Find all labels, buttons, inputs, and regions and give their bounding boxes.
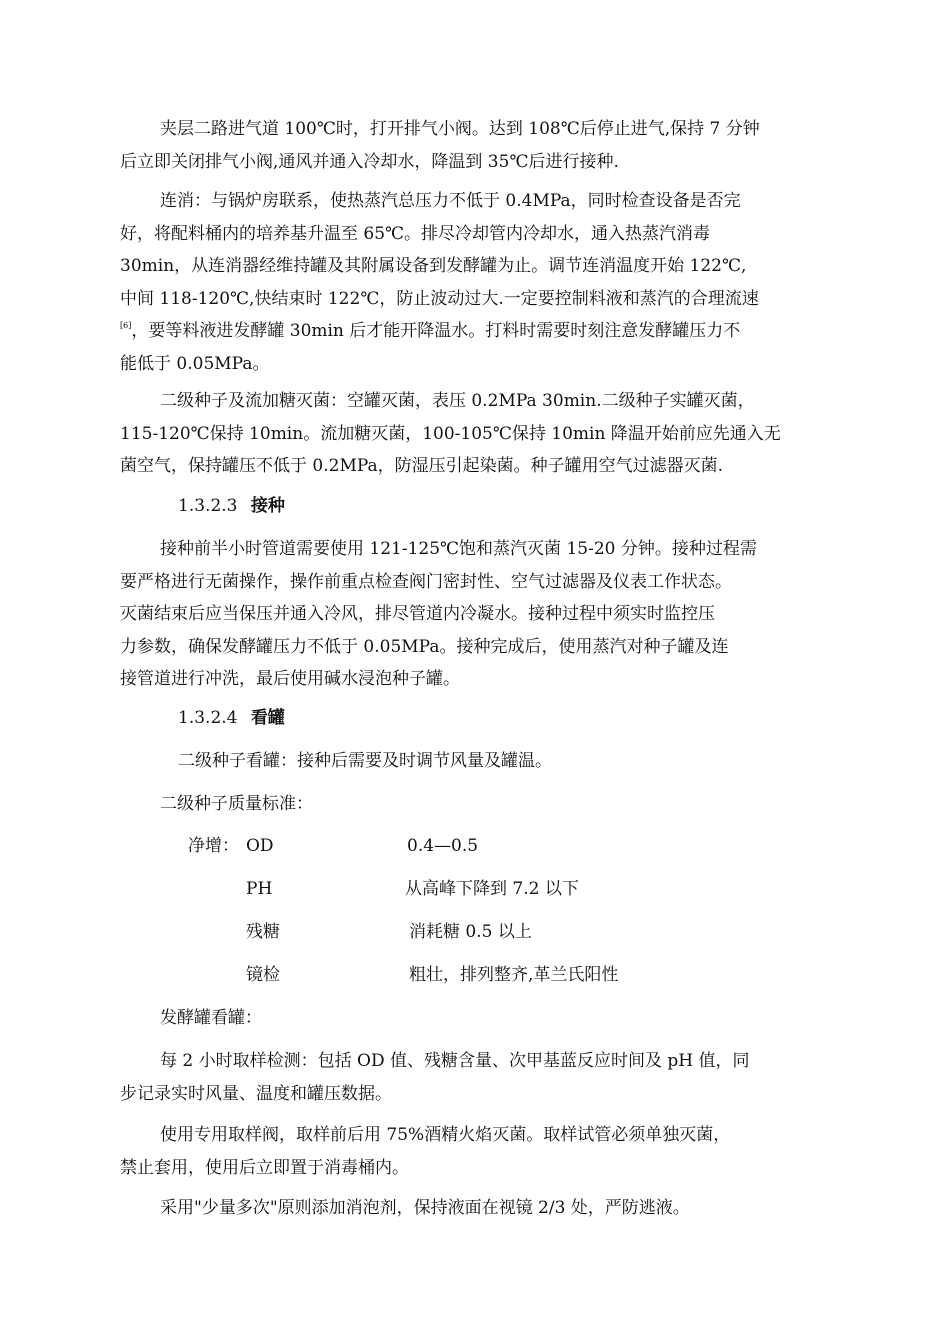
text-line: 中间 118-120℃,快结束时 122℃，防止波动过大.一定要控制料液和蒸汽的合理流速 (120, 288, 759, 309)
paragraph-continuous-sterilization (120, 185, 810, 380)
text-line: 二级种子及流加糖灭菌：空罐灭菌，表压 0.2MPa 30min.二级种子实罐灭菌， (160, 391, 755, 411)
text-line-with-citation (120, 315, 810, 348)
text-line: 要严格进行无菌操作，操作前重点检查阀门密封性、空气过滤器及仪表工作状态。 (120, 571, 732, 592)
section-title: 接种 (250, 496, 285, 516)
text-line: 连消：与锅炉房联系，使热蒸汽总压力不低于 0.4MPa，同时检查设备是否完 (160, 191, 741, 211)
paragraph-seed-sterilization (120, 385, 810, 483)
text-line: 力参数，确保发酵罐压力不低于 0.05MPa。接种完成后，使用蒸汽对种子罐及连 (120, 636, 729, 657)
text-line: 能低于 0.05MPa。 (120, 353, 270, 374)
text-line: 后立即关闭排气小阀,通风并通入冷却水，降温到 35℃后进行接种. (120, 151, 619, 172)
table-value: 消耗糖 0.5 以上 (409, 922, 532, 942)
text-line: 每 2 小时取样检测：包括 OD 值、残糖含量、次甲基蓝反应时间及 pH 值，同 (160, 1051, 750, 1071)
paragraph-quality-standard: 二级种子质量标准： (160, 794, 313, 814)
paragraph-seed-tank-watch: 二级种子看罐：接种后需要及时调节风量及罐温。 (178, 751, 552, 771)
text-line: 灭菌结束后应当保压并通入冷风，排尽管道内冷凝水。接种过程中须实时监控压 (120, 604, 715, 624)
section-heading-tank-watching (178, 702, 285, 734)
paragraph-fermenter-watch: 发酵罐看罐： (160, 1008, 262, 1028)
section-title: 看罐 (250, 708, 285, 728)
paragraph-jacket-sterilization (120, 113, 810, 178)
text-line: 接种前半小时管道需要使用 121-125℃饱和蒸汽灭菌 15-20 分钟。接种过程需 (160, 539, 757, 559)
table-value: 粗壮，排列整齐,革兰氏阳性 (409, 965, 619, 985)
text-line: 好，将配料桶内的培养基升温至 65℃。排尽冷却管内冷却水，通入热蒸汽消毒 (120, 223, 711, 244)
paragraph-sampling-interval (120, 1045, 810, 1110)
table-item: 残糖 (246, 922, 280, 942)
section-heading-inoculation (178, 490, 285, 522)
text-line: ，要等料液进发酵罐 30min 后才能开降温水。打料时需要时刻注意发酵罐压力不 (131, 321, 741, 341)
text-line: 接管道进行冲洗，最后使用碱水浸泡种子罐。 (120, 669, 460, 689)
paragraph-defoamer: 采用"少量多次"原则添加消泡剂，保持液面在视镜 2/3 处，严防逃液。 (160, 1198, 690, 1218)
text-line: 使用专用取样阀，取样前后用 75%酒精火焰灭菌。取样试管必须单独灭菌， (160, 1125, 731, 1145)
text-line: 步记录实时风量、温度和罐压数据。 (120, 1083, 392, 1104)
table-value: 0.4—0.5 (407, 836, 479, 856)
section-number: 1.3.2.3 (178, 496, 238, 516)
table-prefix: 净增： (188, 836, 239, 856)
table-item: PH (246, 879, 273, 899)
text-line: 115-120℃保持 10min。流加糖灭菌，100-105℃保持 10min 降温开始前应先通入无 (120, 423, 781, 444)
text-line: 30min，从连消器经维持罐及其附属设备到发酵罐为止。调节连消温度开始 122℃, (120, 256, 747, 276)
citation-ref: [6] (120, 321, 132, 330)
text-line: 禁止套用，使用后立即置于消毒桶内。 (120, 1157, 409, 1178)
paragraph-inoculation (120, 533, 810, 696)
table-value: 从高峰下降到 7.2 以下 (405, 879, 579, 899)
table-item: OD (246, 836, 274, 856)
section-number: 1.3.2.4 (178, 708, 238, 728)
table-item: 镜检 (246, 965, 280, 985)
paragraph-sampling-valve (120, 1119, 810, 1184)
text-line: 菌空气，保持罐压不低于 0.2MPa，防湿压引起染菌。种子罐用空气过滤器灭菌. (120, 456, 724, 476)
text-line: 夹层二路进气道 100℃时，打开排气小阀。达到 108℃后停止进气,保持 7 分钟 (160, 119, 760, 139)
